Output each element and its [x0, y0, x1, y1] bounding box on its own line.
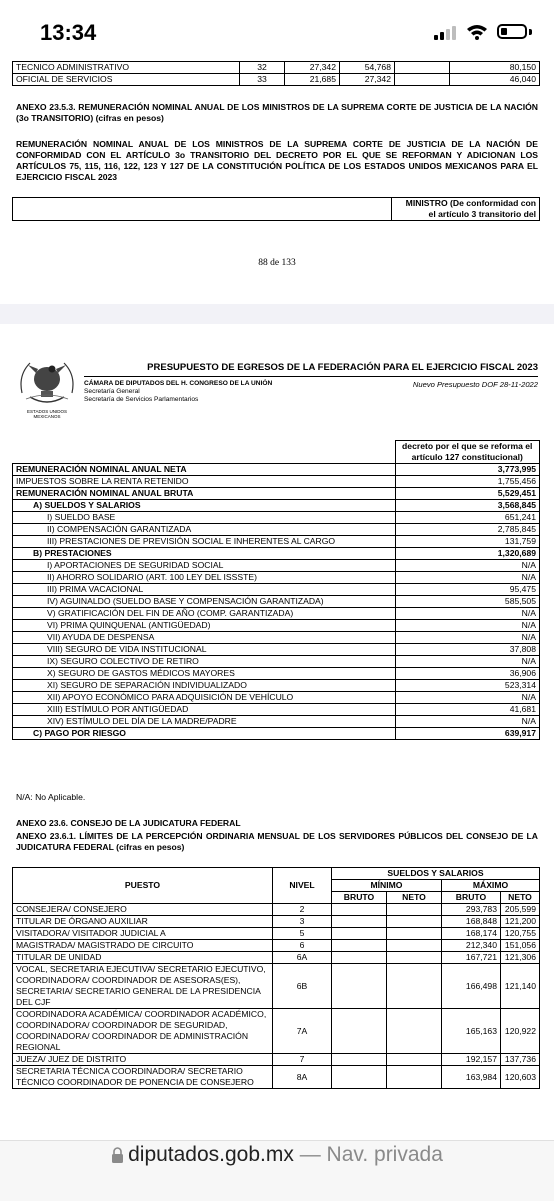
cell-nivel: 7: [273, 1054, 332, 1066]
cell-min-neto: [387, 952, 442, 964]
private-mode-label: — Nav. privada: [299, 1143, 443, 1166]
row-value: 37,808: [395, 644, 540, 656]
cell-max-bruto: 167,721: [442, 952, 501, 964]
status-bar: [0, 0, 554, 64]
table-row: [13, 620, 540, 632]
remuneracion-table: [12, 440, 540, 740]
row-value: 523,314: [395, 680, 540, 692]
cell-puesto: TECNICO ADMINISTRATIVO: [13, 62, 240, 74]
page-separator: [0, 304, 554, 324]
battery-icon: [497, 24, 527, 39]
table-row: [13, 1066, 540, 1089]
column-header: [395, 441, 540, 464]
annex-23-5-3-title: ANEXO 23.5.3. REMUNERACIÓN NOMINAL ANUAL DE LOS MINISTROS DE LA SUPREMA CORTE DE JUSTICIA DE LA NACIÓN (3o TRANSITORIO) (cifras en pesos): [16, 102, 538, 123]
cell-min-neto: [387, 1054, 442, 1066]
table-row: [13, 512, 540, 524]
row-value: N/A: [395, 608, 540, 620]
mexico-seal-icon: [14, 353, 80, 409]
column-header-bruto: BRUTO: [332, 892, 387, 904]
table-row: [13, 692, 540, 704]
cell-max-bruto: 293,783: [442, 904, 501, 916]
table-row: [13, 1054, 540, 1066]
cell-max-neto: 137,736: [501, 1054, 540, 1066]
row-value: N/A: [395, 632, 540, 644]
address-domain: diputados.gob.mx: [128, 1143, 294, 1166]
row-label: II) COMPENSACIÓN GARANTIZADA: [13, 524, 396, 536]
row-label: XII) APOYO ECONÓMICO PARA ADQUISICIÓN DE VEHÍCULO: [13, 692, 396, 704]
column-header-bruto: BRUTO: [442, 892, 501, 904]
cell-min-bruto: [332, 1054, 387, 1066]
row-value: 3,568,845: [395, 500, 540, 512]
row-label: C) PAGO POR RIESGO: [13, 728, 396, 740]
table-row: [13, 536, 540, 548]
row-value: 585,505: [395, 596, 540, 608]
row-value: N/A: [395, 572, 540, 584]
table-row: [13, 1009, 540, 1054]
column-header-minimo: MÍNIMO: [332, 880, 442, 892]
row-value: 3,773,995: [395, 464, 540, 476]
cjf-rows: [13, 904, 540, 1089]
table-row: [13, 716, 540, 728]
cell-max-neto: 151,056: [501, 940, 540, 952]
table-row: [13, 476, 540, 488]
table-row: [13, 952, 540, 964]
table-row: [13, 728, 540, 740]
ministro-header-line: el artículo 3 transitorio del: [428, 209, 536, 219]
presupuesto-title: PRESUPUESTO DE EGRESOS DE LA FEDERACIÓN PARA EL EJERCICIO FISCAL 2023: [147, 362, 538, 373]
cell-value: 21,685: [285, 74, 340, 86]
row-label: II) AHORRO SOLIDARIO (ART. 100 LEY DEL ISSSTE): [13, 572, 396, 584]
cell-min-bruto: [332, 952, 387, 964]
ministro-header-line: MINISTRO (De conformidad con: [405, 198, 536, 208]
row-value: 36,906: [395, 668, 540, 680]
cell-puesto: VOCAL, SECRETARIA EJECUTIVA/ SECRETARIO EJECUTIVO, COORDINADORA/ COORDINADOR DE ASESORAS(ES), SECRETARIA/ SECRETARIO GENERAL DE LA PRESIDENCIA DEL CJF: [13, 964, 273, 1009]
nuevo-presupuesto-label: Nuevo Presupuesto DOF 28-11-2022: [412, 380, 538, 389]
top-salary-table: [12, 61, 540, 86]
cell-min-bruto: [332, 916, 387, 928]
cell-min-bruto: [332, 964, 387, 1009]
ministro-table-header: [12, 197, 540, 221]
cell-min-neto: [387, 940, 442, 952]
table-row: [13, 464, 540, 476]
cell-max-neto: 205,599: [501, 904, 540, 916]
cell-nivel: 5: [273, 928, 332, 940]
cell-max-bruto: 165,163: [442, 1009, 501, 1054]
row-value: 1,320,689: [395, 548, 540, 560]
cell-min-neto: [387, 1066, 442, 1089]
row-value: N/A: [395, 656, 540, 668]
seal-caption: ESTADOS UNIDOS MEXICANOS: [27, 409, 67, 419]
row-label: IV) AGUINALDO (SUELDO BASE Y COMPENSACIÓN GARANTIZADA): [13, 596, 396, 608]
cell-min-neto: [387, 1009, 442, 1054]
cell-min-bruto: [332, 928, 387, 940]
cell-min-neto: [387, 904, 442, 916]
remuneracion-rows: [13, 464, 540, 740]
table-header-row: [13, 441, 540, 464]
row-label: XIV) ESTÍMULO DEL DÍA DE LA MADRE/PADRE: [13, 716, 396, 728]
row-label: B) PRESTACIONES: [13, 548, 396, 560]
row-value: 1,755,456: [395, 476, 540, 488]
annex-23-6-title: ANEXO 23.6. CONSEJO DE LA JUDICATURA FEDERAL: [16, 818, 241, 828]
annex-23-6-1-title: ANEXO 23.6.1. LÍMITES DE LA PERCEPCIÓN ORDINARIA MENSUAL DE LOS SERVIDORES PÚBLICOS DEL CONSEJO DE LA JUDICATURA FEDERAL (cifras en pesos): [16, 831, 538, 852]
table-row: [13, 500, 540, 512]
column-header-puesto: PUESTO: [13, 868, 273, 904]
table-row: [13, 608, 540, 620]
cell-max-neto: 120,603: [501, 1066, 540, 1089]
table-row: [13, 548, 540, 560]
cell-puesto: VISITADORA/ VISITADOR JUDICIAL A: [13, 928, 273, 940]
cell-min-bruto: [332, 904, 387, 916]
row-value: N/A: [395, 560, 540, 572]
document-page-88: [0, 64, 554, 304]
table-row: [13, 572, 540, 584]
cell-max-bruto: 212,340: [442, 940, 501, 952]
page-number: 88 de 133: [258, 258, 296, 268]
table-header-row: [13, 868, 540, 880]
cell-min-neto: [387, 916, 442, 928]
cell-empty: [13, 198, 392, 221]
cell-nivel: 6: [273, 940, 332, 952]
secretaria-servicios-label: Secretaría de Servicios Parlamentarios: [84, 396, 199, 403]
row-label: REMUNERACIÓN NOMINAL ANUAL BRUTA: [13, 488, 396, 500]
cell-puesto: OFICIAL DE SERVICIOS: [13, 74, 240, 86]
column-header-neto: NETO: [501, 892, 540, 904]
row-label: REMUNERACIÓN NOMINAL ANUAL NETA: [13, 464, 396, 476]
row-label: I) SUELDO BASE: [13, 512, 396, 524]
row-value: 639,917: [395, 728, 540, 740]
cell-max-neto: 121,306: [501, 952, 540, 964]
row-label: XIII) ESTÍMULO POR ANTIGÜEDAD: [13, 704, 396, 716]
table-row: [13, 524, 540, 536]
cell-nivel: 6A: [273, 952, 332, 964]
cell-value: 46,040: [450, 74, 540, 86]
cell-value: 54,768: [340, 62, 395, 74]
cell-max-neto: 120,755: [501, 928, 540, 940]
header-rule: [84, 376, 538, 377]
table-row: [13, 656, 540, 668]
cell-nivel: 32: [240, 62, 285, 74]
table-row: [13, 584, 540, 596]
cell-nivel: 33: [240, 74, 285, 86]
table-row: [13, 916, 540, 928]
cell-value: 27,342: [340, 74, 395, 86]
column-header-line: decreto por el que se reforma el: [402, 441, 533, 451]
wifi-icon: [466, 24, 488, 40]
cell-min-bruto: [332, 1066, 387, 1089]
cell-max-bruto: 166,498: [442, 964, 501, 1009]
cell-nivel: 6B: [273, 964, 332, 1009]
table-row: [13, 596, 540, 608]
camara-label: CÁMARA DE DIPUTADOS DEL H. CONGRESO DE LA UNIÓN: [84, 380, 273, 387]
secretaria-general-label: Secretaría General: [84, 388, 140, 395]
cell-puesto: MAGISTRADA/ MAGISTRADO DE CIRCUITO: [13, 940, 273, 952]
table-row: [13, 62, 540, 74]
cell-max-bruto: 168,174: [442, 928, 501, 940]
cell-puesto: TITULAR DE ÓRGANO AUXILIAR: [13, 916, 273, 928]
table-row: [13, 680, 540, 692]
table-row: [13, 644, 540, 656]
lock-icon: [111, 1147, 124, 1164]
ministro-header-cell: [392, 198, 540, 221]
cell-min-bruto: [332, 1009, 387, 1054]
row-value: N/A: [395, 620, 540, 632]
row-label: VIII) SEGURO DE VIDA INSTITUCIONAL: [13, 644, 396, 656]
table-row: [13, 904, 540, 916]
table-row: [13, 940, 540, 952]
cell-max-neto: 121,200: [501, 916, 540, 928]
clock: 13:34: [40, 20, 97, 45]
row-value: 5,529,451: [395, 488, 540, 500]
cell-nivel: 2: [273, 904, 332, 916]
cell-max-bruto: 168,848: [442, 916, 501, 928]
cell-min-neto: [387, 928, 442, 940]
column-header-nivel: NIVEL: [273, 868, 332, 904]
column-header-line: artículo 127 constitucional): [411, 452, 523, 462]
table-row: [13, 964, 540, 1009]
row-label: IMPUESTOS SOBRE LA RENTA RETENIDO: [13, 476, 396, 488]
row-label: A) SUELDOS Y SALARIOS: [13, 500, 396, 512]
row-label: III) PRIMA VACACIONAL: [13, 584, 396, 596]
row-label: III) PRESTACIONES DE PREVISIÓN SOCIAL E INHERENTES AL CARGO: [13, 536, 396, 548]
cell-nivel: 8A: [273, 1066, 332, 1089]
cell-empty: [395, 62, 450, 74]
table-row: [13, 488, 540, 500]
row-value: 41,681: [395, 704, 540, 716]
cell-puesto: JUEZA/ JUEZ DE DISTRITO: [13, 1054, 273, 1066]
annex-23-5-3-body: REMUNERACIÓN NOMINAL ANUAL DE LOS MINISTROS DE LA SUPREMA CORTE DE JUSTICIA DE LA NACIÓN DE CONFORMIDAD CON EL ARTÍCULO 3o TRANSITORIO DEL DECRETO POR EL QUE SE REFORMAN Y ADICIONAN LOS ARTÍCULOS 75, 115, 116, 122, 123 Y 127 DE LA CONSTITUCIÓN POLÍTICA DE LOS ESTADOS UNIDOS MEXICANOS PARA EL EJERCICIO FISCAL 2023: [16, 139, 538, 182]
cell-puesto: CONSEJERA/ CONSEJERO: [13, 904, 273, 916]
table-row: [13, 928, 540, 940]
cell-empty: [395, 74, 450, 86]
row-value: N/A: [395, 692, 540, 704]
cellular-signal-icon: [434, 26, 456, 40]
cell-max-bruto: 163,984: [442, 1066, 501, 1089]
table-row: [13, 632, 540, 644]
column-header-sueldos: SUELDOS Y SALARIOS: [332, 868, 540, 880]
column-header-neto: NETO: [387, 892, 442, 904]
cell-min-neto: [387, 964, 442, 1009]
cell-empty: [13, 441, 396, 464]
cell-max-neto: 120,922: [501, 1009, 540, 1054]
row-label: V) GRATIFICACIÓN DEL FIN DE AÑO (COMP. GARANTIZADA): [13, 608, 396, 620]
row-label: IX) SEGURO COLECTIVO DE RETIRO: [13, 656, 396, 668]
table-row: [13, 668, 540, 680]
cell-max-neto: 121,140: [501, 964, 540, 1009]
cell-max-bruto: 192,157: [442, 1054, 501, 1066]
cell-nivel: 7A: [273, 1009, 332, 1054]
table-row: [13, 74, 540, 86]
cell-value: 80,150: [450, 62, 540, 74]
cell-value: 27,342: [285, 62, 340, 74]
row-label: I) APORTACIONES DE SEGURIDAD SOCIAL: [13, 560, 396, 572]
cell-puesto: SECRETARIA TÉCNICA COORDINADORA/ SECRETARIO TÉCNICO COORDINADOR DE PONENCIA DE CONSEJERO: [13, 1066, 273, 1089]
row-value: 2,785,845: [395, 524, 540, 536]
row-label: XI) SEGURO DE SEPARACIÓN INDIVIDUALIZADO: [13, 680, 396, 692]
column-header-maximo: MÁXIMO: [442, 880, 540, 892]
cell-min-bruto: [332, 940, 387, 952]
cjf-table: [12, 867, 540, 1089]
row-label: VI) PRIMA QUINQUENAL (ANTIGÜEDAD): [13, 620, 396, 632]
cell-puesto: TITULAR DE UNIDAD: [13, 952, 273, 964]
row-value: 131,759: [395, 536, 540, 548]
battery-cap: [529, 29, 532, 35]
cell-puesto: COORDINADORA ACADÉMICA/ COORDINADOR ACADÉMICO, COORDINADORA/ COORDINADOR DE SEGURIDAD, COORDINADORA/ COORDINADOR DE ADMINISTRACIÓN REGIONAL: [13, 1009, 273, 1054]
row-label: VII) AYUDA DE DESPENSA: [13, 632, 396, 644]
address-bar[interactable]: [0, 1143, 554, 1167]
table-row: [13, 560, 540, 572]
table-row: [13, 704, 540, 716]
row-value: 95,475: [395, 584, 540, 596]
row-label: X) SEGURO DE GASTOS MÉDICOS MAYORES: [13, 668, 396, 680]
na-note: N/A: No Aplicable.: [16, 792, 86, 802]
cell-nivel: 3: [273, 916, 332, 928]
row-value: 651,241: [395, 512, 540, 524]
row-value: N/A: [395, 716, 540, 728]
